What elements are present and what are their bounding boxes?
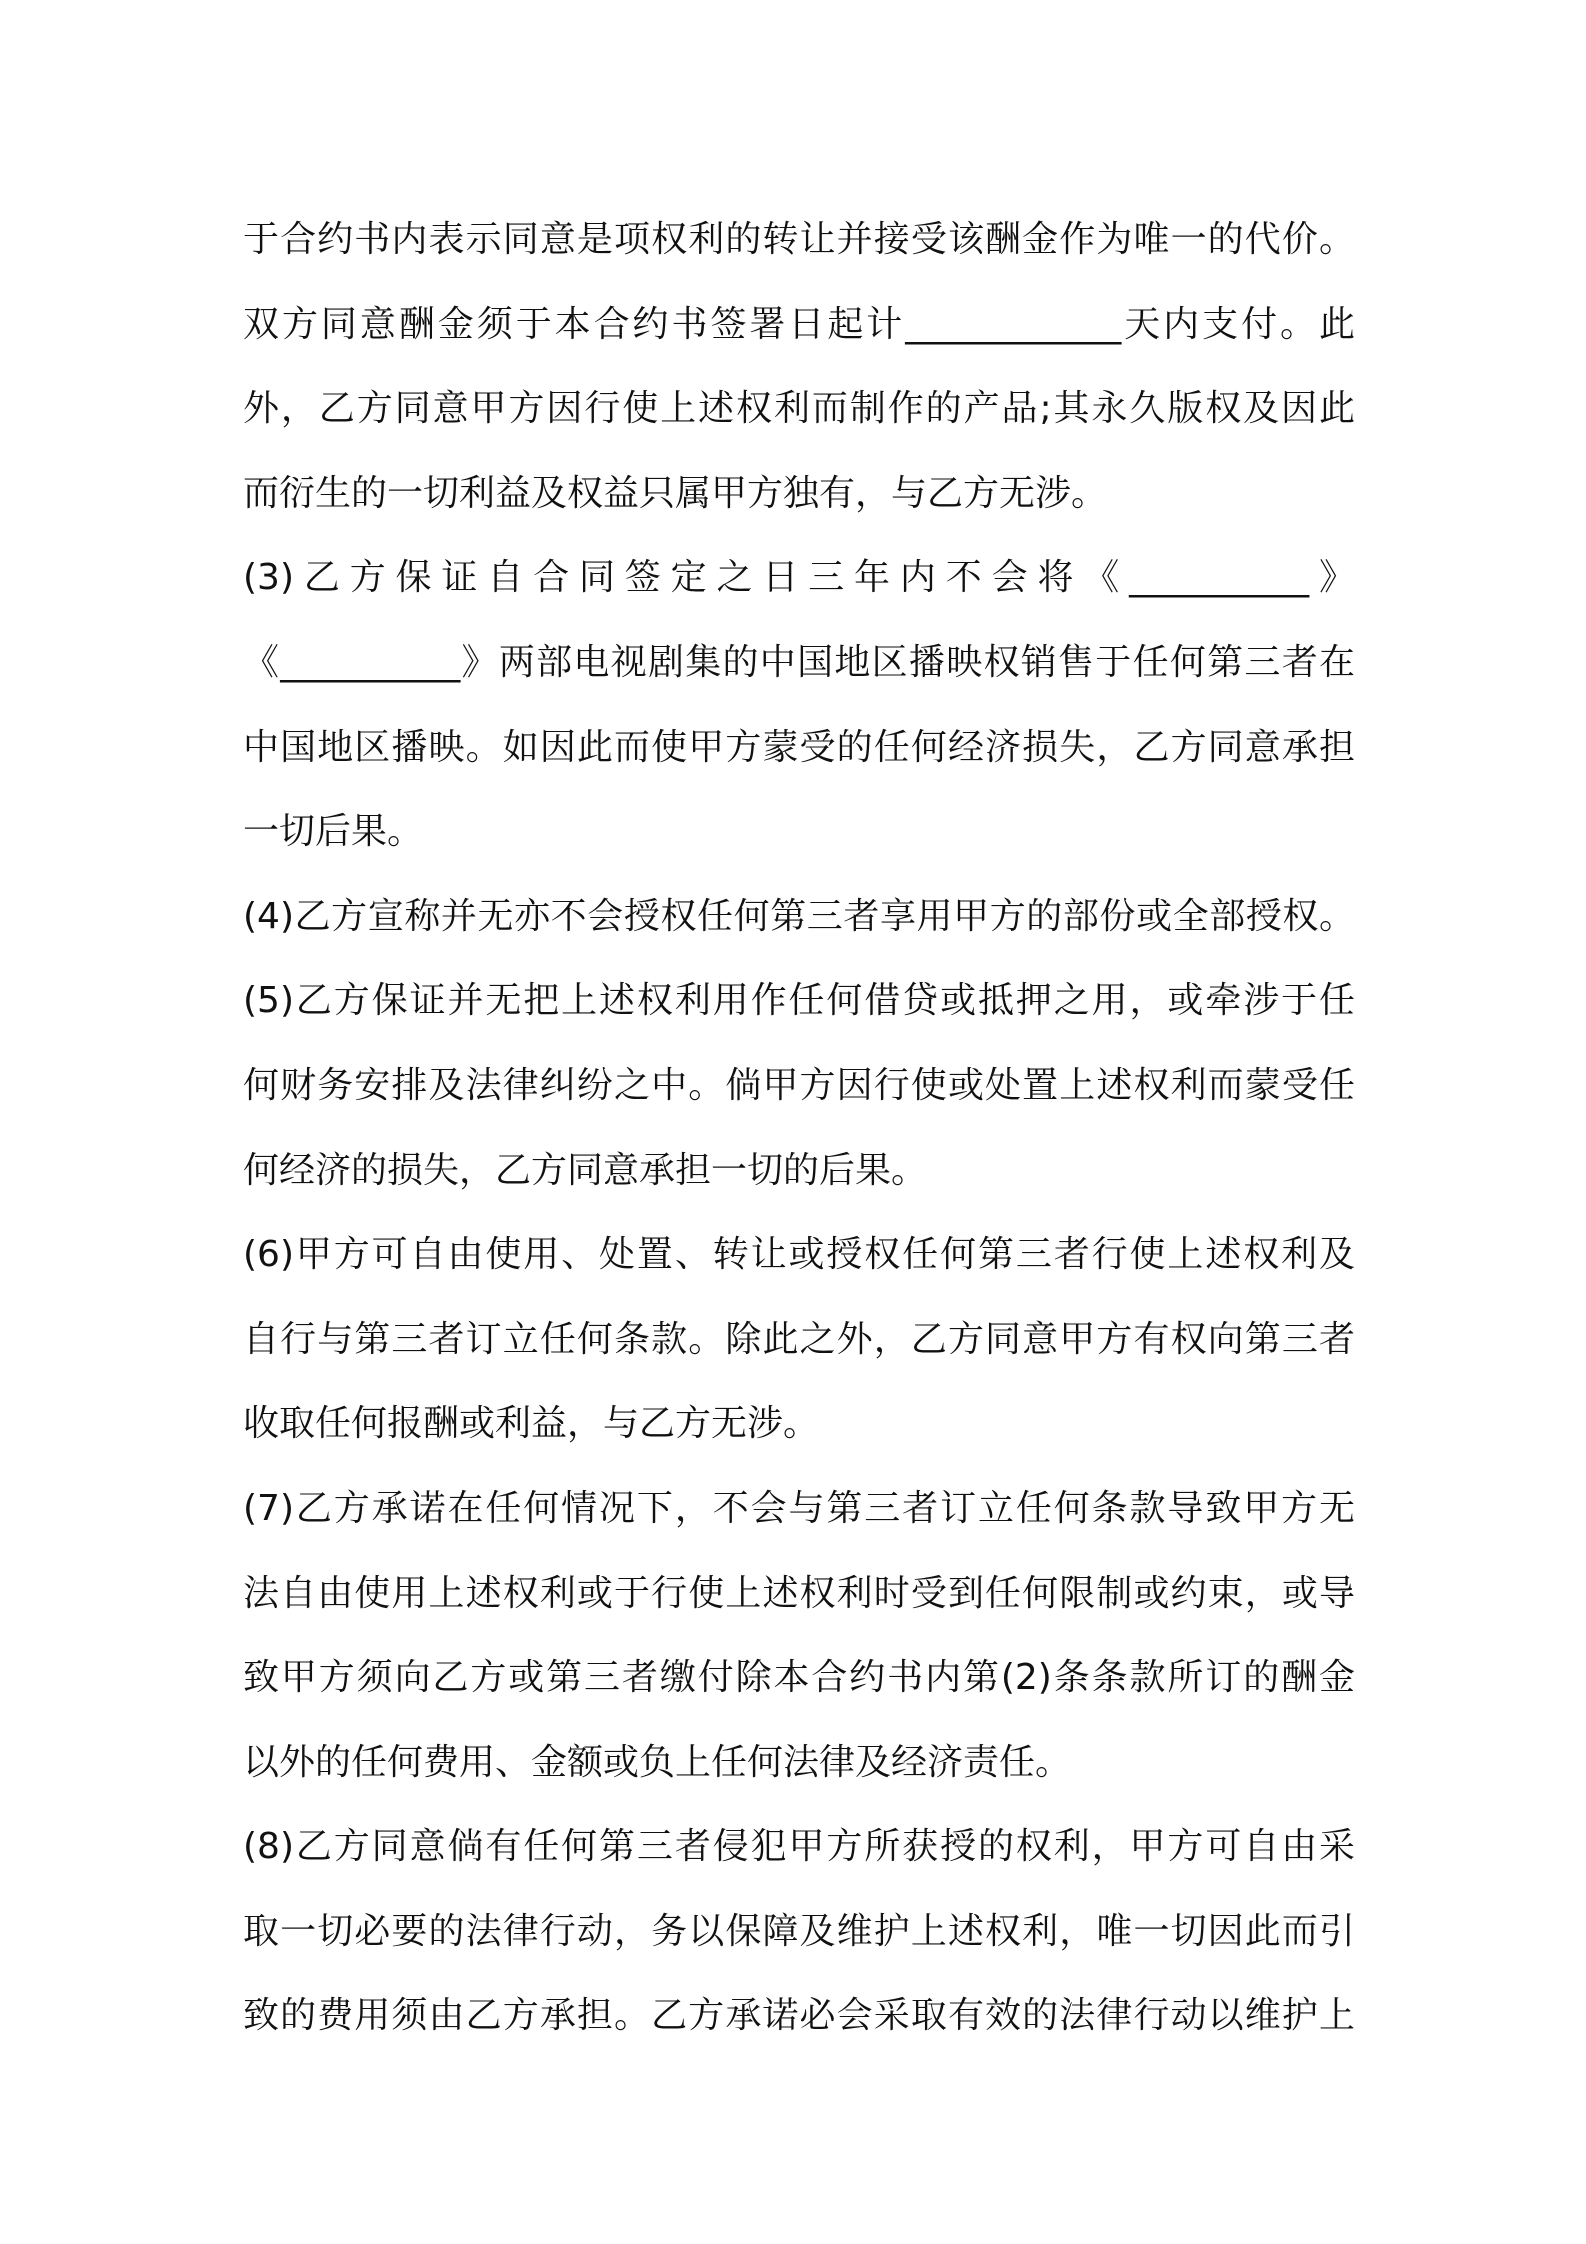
- text-line-17: 法自由使用上述权利或于行使上述权利时受到任何限制或约束，或导: [243, 1572, 1355, 1614]
- text-line-11: 何财务安排及法律纠纷之中。倘甲方因行使或处置上述权利而蒙受任: [243, 1064, 1355, 1106]
- text-line-10: (5)乙方保证并无把上述权利用作任何借贷或抵押之用，或牵涉于任: [243, 980, 1355, 1022]
- text-line-19: 以外的任何费用、金额或负上任何法律及经济责任。: [243, 1741, 1072, 1783]
- text-line-16: (7)乙方承诺在任何情况下，不会与第三者订立任何条款导致甲方无: [243, 1487, 1355, 1529]
- text-line-6: 《__________》两部电视剧集的中国地区播映权销售于任何第三者在: [243, 641, 1355, 683]
- contract-text-body: [243, 198, 1355, 2059]
- text-line-14: 自行与第三者订立任何条款。除此之外，乙方同意甲方有权向第三者: [243, 1318, 1355, 1360]
- text-line-12: 何经济的损失，乙方同意承担一切的后果。: [243, 1149, 928, 1191]
- text-line-7: 中国地区播映。如因此而使甲方蒙受的任何经济损失，乙方同意承担: [243, 726, 1355, 768]
- text-line-5: (3)乙方保证自合同签定之日三年内不会将《__________》: [243, 557, 1355, 599]
- text-line-9: (4)乙方宣称并无亦不会授权任何第三者享用甲方的部份或全部授权。: [243, 895, 1355, 937]
- text-line-22: 致的费用须由乙方承担。乙方承诺必会采取有效的法律行动以维护上: [243, 1995, 1355, 2037]
- text-line-4: 而衍生的一切利益及权益只属甲方独有，与乙方无涉。: [243, 472, 1108, 514]
- text-line-8: 一切后果。: [243, 811, 424, 853]
- text-line-3: 外，乙方同意甲方因行使上述权利而制作的产品;其永久版权及因此: [243, 388, 1355, 430]
- text-line-20: (8)乙方同意倘有任何第三者侵犯甲方所获授的权利，甲方可自由采: [243, 1826, 1355, 1868]
- text-line-13: (6)甲方可自由使用、处置、转让或授权任何第三者行使上述权利及: [243, 1234, 1355, 1276]
- text-line-2: 双方同意酬金须于本合约书签署日起计____________天内支付。此: [243, 303, 1355, 345]
- text-line-21: 取一切必要的法律行动，务以保障及维护上述权利，唯一切因此而引: [243, 1910, 1355, 1952]
- text-line-1: 于合约书内表示同意是项权利的转让并接受该酬金作为唯一的代价。: [243, 219, 1355, 260]
- text-line-15: 收取任何报酬或利益，与乙方无涉。: [243, 1403, 820, 1445]
- text-line-18: 致甲方须向乙方或第三者缴付除本合约书内第(2)条条款所订的酬金: [243, 1657, 1355, 1699]
